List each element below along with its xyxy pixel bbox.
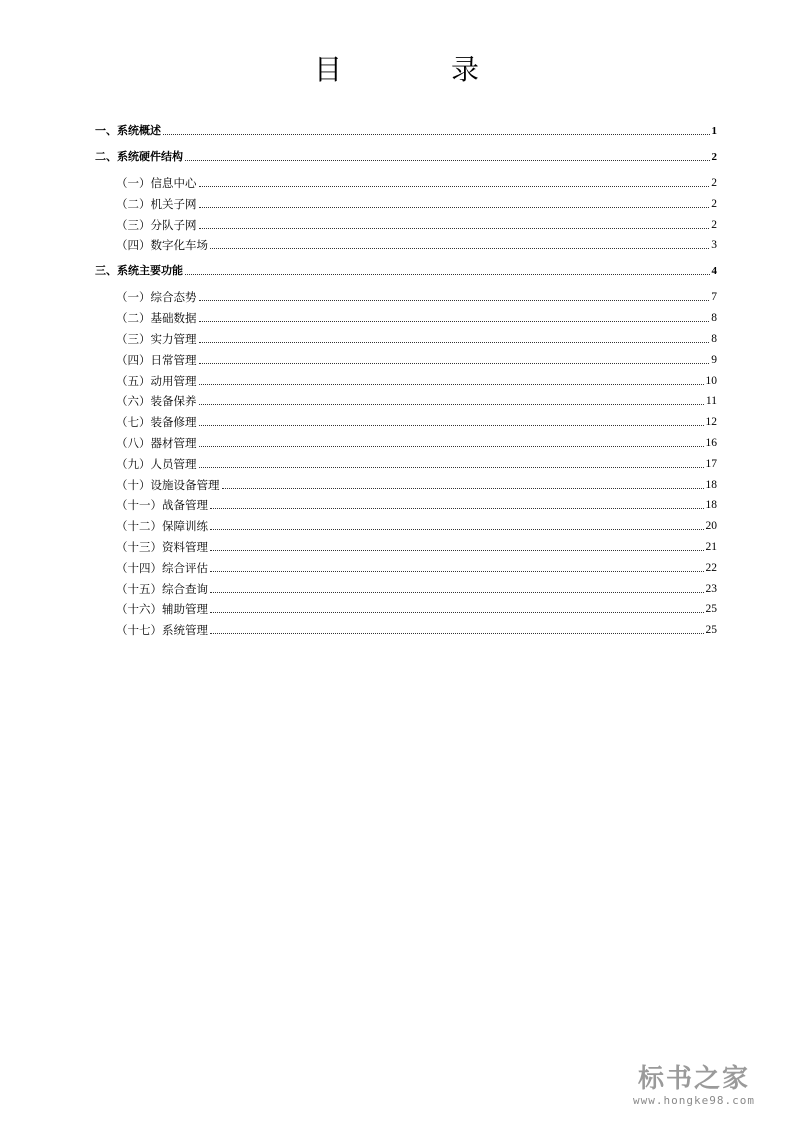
toc-entry[interactable] [95,124,717,138]
toc-entry-label: （三）分队子网 [116,217,197,232]
toc-dot-leader [199,445,704,447]
toc-entry-page-number: 11 [705,395,717,408]
toc-dot-leader [185,159,710,161]
toc-entry[interactable] [95,290,717,304]
toc-entry-label: （九）人员管理 [116,456,197,471]
toc-dot-leader [210,632,704,634]
toc-entry[interactable] [95,436,717,450]
toc-dot-leader [199,341,710,343]
toc-entry-page-number: 3 [711,239,717,252]
toc-entry-label: （六）装备保养 [116,394,197,409]
toc-dot-leader [199,362,710,364]
toc-dot-leader [210,247,709,249]
toc-entry-label: （二）基础数据 [116,311,197,326]
toc-entry-page-number: 2 [711,218,717,231]
toc-entry[interactable] [95,623,717,637]
toc-entry[interactable] [95,311,717,325]
toc-entry-label: （十二）保障训练 [116,519,208,534]
table-of-contents [95,124,717,644]
toc-entry-label: （四）日常管理 [116,352,197,367]
toc-entry-page-number: 20 [705,520,717,533]
toc-dot-leader [185,273,710,275]
toc-entry-page-number: 17 [705,457,717,470]
toc-entry-page-number: 7 [711,291,717,304]
watermark [619,1064,769,1108]
toc-entry-page-number: 21 [705,540,717,553]
toc-entry[interactable] [95,478,717,492]
toc-entry-page-number: 18 [705,478,717,491]
toc-entry-label: （一）信息中心 [116,176,197,190]
toc-dot-leader [199,383,704,385]
toc-entry-page-number: 8 [711,332,717,345]
toc-entry[interactable] [95,519,717,533]
toc-entry-page-number: 8 [711,312,717,325]
toc-dot-leader [210,570,704,572]
page-title: 目 录 [314,53,529,86]
toc-dot-leader [199,206,710,208]
toc-entry-page-number: 2 [711,177,717,189]
toc-entry[interactable] [95,602,717,616]
toc-dot-leader [199,320,710,322]
toc-dot-leader [210,528,704,530]
toc-entry-label: （二）机关子网 [116,196,197,211]
toc-entry-label: （十五）综合查询 [116,581,208,596]
toc-entry-label: （十三）资料管理 [116,539,208,554]
toc-dot-leader [199,424,704,426]
toc-entry-page-number: 16 [705,436,717,449]
toc-entry-page-number: 12 [705,416,717,429]
toc-entry-label: （十一）战备管理 [116,498,208,513]
toc-entry[interactable] [95,582,717,596]
toc-entry-page-number: 22 [705,561,717,574]
toc-entry-label: （十）设施设备管理 [116,477,220,492]
watermark-logo: 标书之家 [637,1064,750,1094]
toc-entry-page-number: 25 [705,624,717,637]
toc-entry[interactable] [95,498,717,512]
toc-entry-page-number: 9 [711,353,717,366]
toc-dot-leader [199,403,704,405]
toc-entry[interactable] [95,394,717,408]
toc-entry-page-number: 1 [711,125,717,137]
toc-dot-leader [199,227,710,229]
toc-dot-leader [199,466,704,468]
toc-entry[interactable] [95,218,717,232]
toc-dot-leader [210,591,704,593]
toc-entry-label: （一）综合态势 [116,290,197,305]
toc-entry[interactable] [95,150,717,164]
toc-dot-leader [210,549,704,551]
toc-entry-label: 二、系统硬件结构 [95,150,183,163]
toc-entry-label: （十四）综合评估 [116,560,208,575]
toc-entry-page-number: 23 [705,582,717,595]
toc-entry-label: （十六）辅助管理 [116,602,208,617]
toc-entry-label: （四）数字化车场 [116,238,208,253]
toc-entry-page-number: 2 [711,151,717,163]
toc-entry-label: （三）实力管理 [116,331,197,346]
toc-entry[interactable] [95,415,717,429]
toc-entry[interactable] [95,332,717,346]
toc-entry[interactable] [95,561,717,575]
toc-entry-label: （十七）系统管理 [116,623,208,638]
toc-entry-label: 一、系统概述 [95,124,161,137]
toc-entry-label: （七）装备修理 [116,415,197,430]
toc-dot-leader [163,133,710,135]
toc-entry[interactable] [95,353,717,367]
toc-entry[interactable] [95,374,717,388]
toc-entry-page-number: 2 [711,197,717,210]
toc-entry[interactable] [95,176,717,190]
toc-entry[interactable] [95,457,717,471]
toc-dot-leader [210,507,704,509]
toc-entry[interactable] [95,264,717,278]
toc-entry-label: （八）器材管理 [116,435,197,450]
toc-dot-leader [222,487,704,489]
toc-entry-label: 三、系统主要功能 [95,264,183,278]
toc-dot-leader [199,299,710,301]
toc-entry-page-number: 10 [705,374,717,387]
toc-entry[interactable] [95,238,717,252]
toc-entry[interactable] [95,540,717,554]
toc-entry-label: （五）动用管理 [116,373,197,388]
toc-entry-page-number: 4 [711,265,717,278]
toc-entry[interactable] [95,197,717,211]
toc-entry-page-number: 18 [705,499,717,512]
watermark-url: www.hongke98.com [633,1094,755,1107]
toc-dot-leader [210,611,704,613]
toc-dot-leader [199,185,710,187]
toc-entry-page-number: 25 [705,603,717,616]
